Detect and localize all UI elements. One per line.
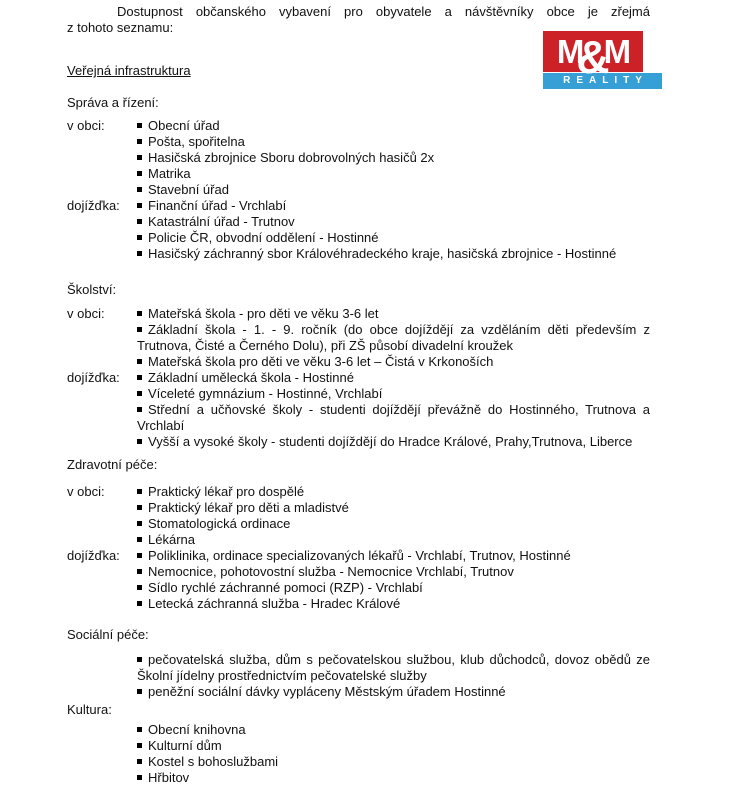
list-item-text: Obecní knihovna — [148, 722, 246, 737]
bullet-icon — [137, 775, 142, 780]
list-item — [137, 306, 650, 322]
group-items — [137, 118, 650, 198]
bullet-icon — [137, 727, 142, 732]
list-item-text: Základní umělecká škola - Hostinné — [148, 370, 354, 385]
section-socialni-pece — [67, 627, 650, 700]
list-item — [137, 150, 650, 166]
list-item — [137, 754, 650, 770]
list-item-text: Hasičská zbrojnice Sboru dobrovolných hasičů 2x — [148, 150, 435, 165]
list-item — [137, 134, 650, 150]
list-item — [137, 580, 650, 596]
group-label-dojizdka: dojížďka: — [67, 548, 120, 563]
section-kultura — [67, 702, 650, 786]
list-item — [137, 532, 650, 548]
section-body — [67, 652, 650, 700]
list-item-text: Matrika — [148, 166, 191, 181]
list-item — [137, 722, 650, 738]
list-item-text: Poliklinika, ordinace specializovaných lékařů - Vrchlabí, Trutnov, Hostinné — [148, 548, 571, 563]
bullet-icon — [137, 155, 142, 160]
list-item — [137, 198, 650, 214]
list-item — [137, 402, 650, 434]
list-item-text: pečovatelská služba, dům s pečovatelskou službou, klub důchodců, dovoz obědů ze Školní jídelny prostřednictvím pečovatelské služby — [137, 652, 650, 683]
list-item-text: Kostel s bohoslužbami — [148, 754, 279, 769]
list-item — [137, 166, 650, 182]
list-item — [137, 370, 650, 386]
list-item — [137, 484, 650, 500]
bullet-icon — [137, 521, 142, 526]
list-item — [137, 652, 650, 684]
bullet-icon — [137, 359, 142, 364]
list-item — [137, 770, 650, 786]
group-label-dojizdka: dojížďka: — [67, 370, 120, 385]
list-item — [137, 386, 650, 402]
section-sprava-a-rizeni — [67, 95, 650, 262]
list-item — [137, 214, 650, 230]
list-item — [137, 516, 650, 532]
list-item-text: Vyšší a vysoké školy - studenti dojíždějí do Hradce Králové, Prahy,Trutnova, Liberce — [148, 434, 633, 449]
section-body — [67, 722, 650, 786]
public-infrastructure-heading: Veřejná infrastruktura — [67, 63, 191, 78]
intro-line-2: z tohoto seznamu: — [67, 20, 174, 35]
list-item-text: Víceleté gymnázium - Hostinné, Vrchlabí — [148, 386, 383, 401]
group-label-dojizdka: dojížďka: — [67, 198, 120, 213]
list-item-text: Stavební úřad — [148, 182, 229, 197]
bullet-icon — [137, 235, 142, 240]
bullet-icon — [137, 537, 142, 542]
bullet-icon — [137, 139, 142, 144]
bullet-icon — [137, 505, 142, 510]
list-item — [137, 182, 650, 198]
group-items — [137, 722, 650, 786]
bullet-icon — [137, 407, 142, 412]
list-item-text: Obecní úřad — [148, 118, 220, 133]
section-title: Zdravotní péče: — [67, 457, 158, 472]
list-item-text: Mateřská škola - pro děti ve věku 3-6 let — [148, 306, 379, 321]
list-item-text: Stomatologická ordinace — [148, 516, 291, 531]
section-title: Sociální péče: — [67, 627, 149, 642]
bullet-icon — [137, 251, 142, 256]
group-items — [137, 652, 650, 700]
bullet-icon — [137, 327, 142, 332]
list-item-text: Letecká záchranná služba - Hradec Králové — [148, 596, 401, 611]
list-item — [137, 500, 650, 516]
intro-line-1: Dostupnost občanského vybavení pro obyvatele a návštěvníky obce je zřejmá — [117, 4, 650, 19]
bullet-icon — [137, 569, 142, 574]
section-body — [67, 118, 650, 262]
list-item-text: Kulturní dům — [148, 738, 222, 753]
mm-reality-logo — [543, 31, 662, 89]
bullet-icon — [137, 553, 142, 558]
section-body — [67, 484, 650, 612]
list-item — [137, 564, 650, 580]
bullet-icon — [137, 759, 142, 764]
group-items — [137, 306, 650, 370]
group-items — [137, 548, 650, 612]
bullet-icon — [137, 743, 142, 748]
list-item — [137, 322, 650, 354]
logo-letter-m2: M — [603, 33, 630, 70]
bullet-icon — [137, 601, 142, 606]
list-item — [137, 246, 650, 262]
bullet-icon — [137, 187, 142, 192]
list-item-text: Základní škola - 1. - 9. ročník (do obce dojíždějí za vzděláním děti především z Trutnova, Čisté a Černého Dolu), při ZŠ působí divadelní kroužek — [137, 322, 650, 353]
section-skolstvi — [67, 282, 650, 450]
list-item-text: Praktický lékař pro děti a mladistvé — [148, 500, 349, 515]
section-zdravotni-pece — [67, 457, 650, 612]
bullet-icon — [137, 585, 142, 590]
list-item-text: peněžní sociální dávky vypláceny Městským úřadem Hostinné — [148, 684, 506, 699]
section-body — [67, 306, 650, 450]
list-item — [137, 118, 650, 134]
list-item-text: Katastrální úřad - Trutnov — [148, 214, 295, 229]
bullet-icon — [137, 219, 142, 224]
logo-ampersand: & — [576, 30, 610, 83]
group-label-v-obci: v obci: — [67, 306, 105, 321]
list-item — [137, 596, 650, 612]
group-label-v-obci: v obci: — [67, 484, 105, 499]
list-item-text: Hřbitov — [148, 770, 190, 785]
group-items — [137, 484, 650, 548]
list-item-text: Mateřská škola pro děti ve věku 3-6 let – Čistá v Krkonoších — [148, 354, 494, 369]
logo-letter-m1: M — [556, 33, 583, 70]
group-label-empty — [67, 652, 137, 700]
list-item — [137, 738, 650, 754]
section-title: Kultura: — [67, 702, 112, 717]
list-item — [137, 434, 650, 450]
list-item — [137, 230, 650, 246]
list-item-text: Finanční úřad - Vrchlabí — [148, 198, 287, 213]
section-title: Školství: — [67, 282, 117, 297]
list-item — [137, 354, 650, 370]
bullet-icon — [137, 171, 142, 176]
bullet-icon — [137, 657, 142, 662]
bullet-icon — [137, 375, 142, 380]
group-items — [137, 198, 650, 262]
list-item-text: Lékárna — [148, 532, 195, 547]
bullet-icon — [137, 439, 142, 444]
bullet-icon — [137, 489, 142, 494]
list-item — [137, 548, 650, 564]
bullet-icon — [137, 123, 142, 128]
group-items — [137, 370, 650, 450]
mm-logo-reality-text: REALITY — [543, 73, 662, 89]
list-item — [137, 684, 650, 700]
list-item-text: Praktický lékař pro dospělé — [148, 484, 305, 499]
list-item-text: Policie ČR, obvodní oddělení - Hostinné — [148, 230, 379, 245]
bullet-icon — [137, 203, 142, 208]
list-item-text: Pošta, spořitelna — [148, 134, 245, 149]
bullet-icon — [137, 311, 142, 316]
list-item-text: Hasičský záchranný sbor Královéhradeckého kraje, hasičská zbrojnice - Hostinné — [148, 246, 617, 261]
bullet-icon — [137, 689, 142, 694]
list-item-text: Nemocnice, pohotovostní služba - Nemocnice Vrchlabí, Trutnov — [148, 564, 514, 579]
list-item-text: Sídlo rychlé záchranné pomoci (RZP) - Vrchlabí — [148, 580, 423, 595]
group-label-v-obci: v obci: — [67, 118, 105, 133]
list-item-text: Střední a učňovské školy - studenti dojíždějí převážně do Hostinného, Trutnova a Vrchlabí — [137, 402, 650, 433]
bullet-icon — [137, 391, 142, 396]
section-title: Správa a řízení: — [67, 95, 159, 110]
group-label-empty — [67, 722, 137, 786]
